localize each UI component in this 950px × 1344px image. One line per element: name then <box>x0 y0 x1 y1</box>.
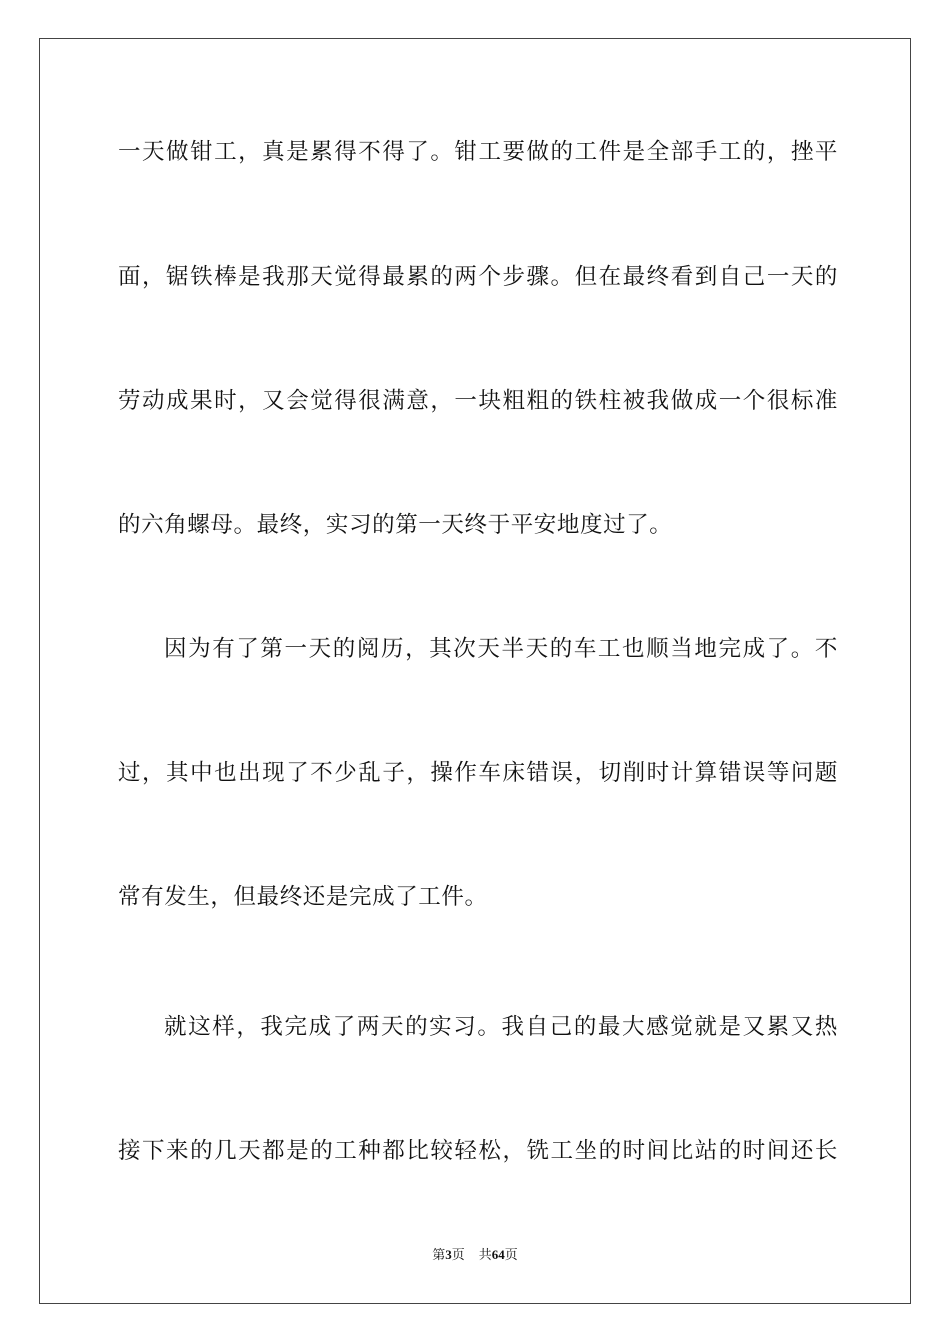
total-suffix: 页 <box>504 1248 518 1263</box>
total-pages: 64 <box>491 1247 505 1262</box>
page-suffix: 页 <box>451 1248 465 1263</box>
body-text-line-9: 接下来的几天都是的工种都比较轻松，铣工坐的时间比站的时间还长 <box>118 1138 838 1164</box>
total-prefix: 共 <box>478 1248 492 1263</box>
page-prefix: 第 <box>432 1248 446 1263</box>
body-text-line-5: 因为有了第一天的阅历，其次天半天的车工也顺当地完成了。不 <box>164 636 838 662</box>
body-text-line-1: 一天做钳工，真是累得不得了。钳工要做的工件是全部手工的，挫平 <box>118 139 838 165</box>
body-text-line-8: 就这样，我完成了两天的实习。我自己的最大感觉就是又累又热 <box>164 1014 838 1040</box>
page-border <box>39 38 911 1304</box>
body-text-line-3: 劳动成果时，又会觉得很满意，一块粗粗的铁柱被我做成一个很标准 <box>118 388 838 414</box>
page-footer <box>0 1246 950 1265</box>
body-text-line-6: 过，其中也出现了不少乱子，操作车床错误，切削时计算错误等问题 <box>118 760 838 786</box>
body-text-line-7: 常有发生，但最终还是完成了工件。 <box>118 884 488 910</box>
body-text-line-4: 的六角螺母。最终，实习的第一天终于平安地度过了。 <box>118 512 673 538</box>
page-number: 3 <box>445 1247 452 1262</box>
body-text-line-2: 面，锯铁棒是我那天觉得最累的两个步骤。但在最终看到自己一天的 <box>118 264 838 290</box>
